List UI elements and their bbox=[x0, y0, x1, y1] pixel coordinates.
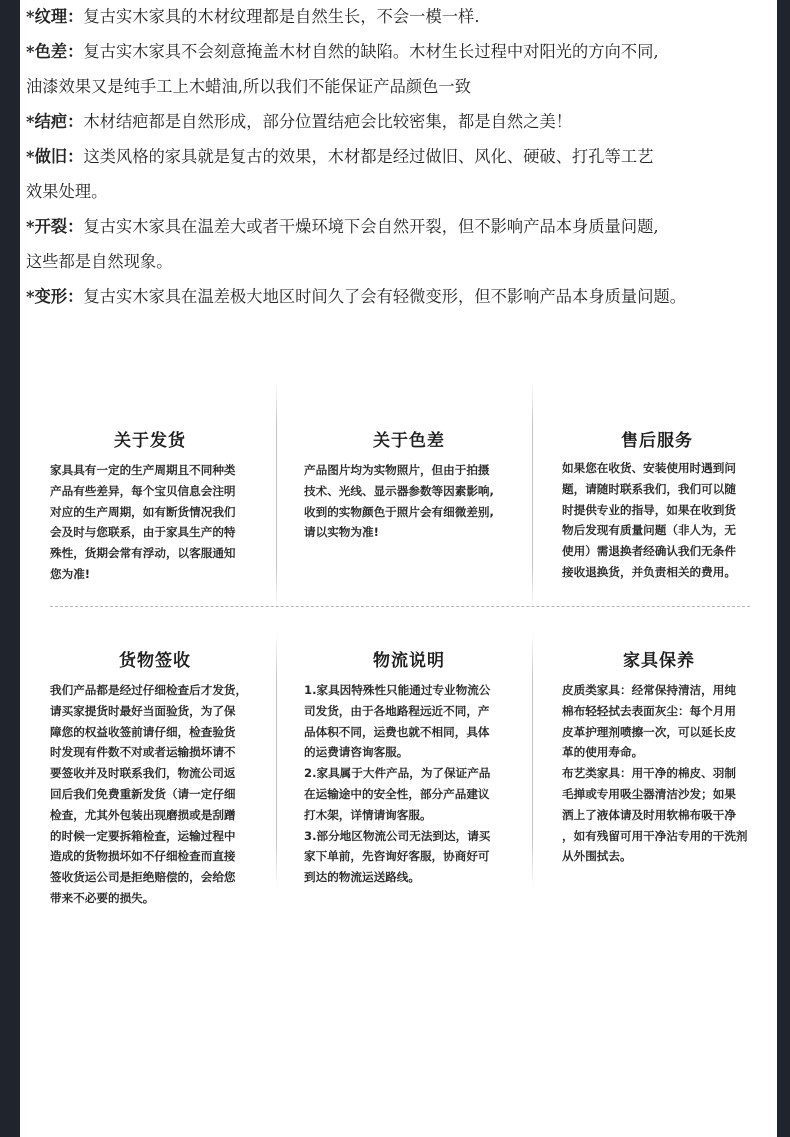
cell-body bbox=[562, 680, 748, 867]
column-divider bbox=[276, 382, 277, 608]
info-cell-color bbox=[304, 426, 514, 606]
cell-line: 殊性，货期会常有浮动，以客服通知 bbox=[50, 546, 236, 561]
cell-line: 在运输途中的安全性，部分产品建议 bbox=[304, 786, 490, 801]
cell-line: 到达的物流运送路线。 bbox=[304, 870, 420, 885]
note-knots bbox=[26, 107, 572, 137]
note-text: 油漆效果又是纯手工上木蜡油,所以我们不能保证产品颜色一致 bbox=[26, 77, 472, 96]
note-cracking bbox=[26, 212, 659, 242]
note-text: 复古实木家具的木材纹理都是自然生长，不会一模一样. bbox=[83, 7, 480, 26]
cell-line: 您为准! bbox=[50, 566, 91, 581]
cell-line: 皮革护理剂喷擦一次，可以延长皮 bbox=[562, 724, 736, 739]
cell-line: 打木架，详情请询客服。 bbox=[304, 807, 432, 822]
cell-line: 物后发现有质量问题（非人为，无 bbox=[562, 523, 736, 538]
cell-title: 货物签收 bbox=[119, 651, 191, 671]
row-divider bbox=[50, 606, 750, 607]
cell-line: 布艺类家具：用干净的棉皮、羽制 bbox=[562, 766, 736, 781]
note-color-diff bbox=[26, 37, 659, 67]
cell-line: 造成的货物损坏如不仔细检查而直接 bbox=[50, 849, 236, 864]
cell-line: 的时候一定要拆箱检查，运输过程中 bbox=[50, 828, 236, 843]
cell-line: 签收货运公司是拒绝赔偿的，会给您 bbox=[50, 870, 236, 885]
cell-line: 品体积不同，运费也就不相同，具体 bbox=[304, 724, 490, 739]
info-cell-shipping bbox=[50, 426, 250, 606]
cell-line: 皮质类家具：经常保持清洁，用纯 bbox=[562, 683, 736, 697]
note-key: *色差： bbox=[26, 42, 84, 61]
cell-line: 要签收并及时联系我们，物流公司返 bbox=[50, 766, 236, 781]
cell-title: 售后服务 bbox=[621, 431, 693, 451]
note-text: 这些都是自然现象。 bbox=[26, 252, 173, 271]
cell-body bbox=[562, 458, 736, 583]
cell-body bbox=[50, 680, 247, 909]
note-texture bbox=[26, 2, 480, 32]
cell-line: 2.家具属于大件产品，为了保证产品 bbox=[304, 766, 491, 781]
info-cell-after-sales bbox=[562, 426, 752, 606]
column-divider bbox=[276, 632, 277, 888]
cell-title: 关于色差 bbox=[373, 431, 445, 451]
cell-line: 对应的生产周期，如有断货情况我们 bbox=[50, 504, 236, 519]
note-distressed bbox=[26, 142, 654, 172]
cell-line: 检查，尤其外包装出现磨损或是刮蹭 bbox=[50, 807, 236, 822]
column-divider bbox=[532, 382, 533, 608]
cell-line: 请买家提货时最好当面验货，为了保 bbox=[50, 703, 236, 718]
note-color-diff-cont bbox=[26, 72, 471, 102]
note-warping bbox=[26, 282, 686, 312]
note-distressed-cont bbox=[26, 177, 107, 207]
cell-body bbox=[50, 460, 236, 585]
cell-line: 革的使用寿命。 bbox=[562, 745, 644, 760]
note-cracking-cont bbox=[26, 247, 173, 277]
info-cell-logistics bbox=[304, 646, 514, 896]
cell-line: 的运费请咨询客服。 bbox=[304, 745, 409, 760]
note-text: 复古实木家具在温差大或者干燥环境下会自然开裂，但不影响产品本身质量问题, bbox=[83, 217, 659, 236]
cell-line: 时提供专业的指导，如果在收到货 bbox=[562, 502, 736, 517]
cell-title: 家具保养 bbox=[623, 651, 695, 671]
cell-line: 接收退换货，并负责相关的费用。 bbox=[562, 564, 736, 579]
note-key: *开裂： bbox=[26, 217, 84, 236]
cell-line: 产品图片均为实物照片，但由于拍摄 bbox=[304, 463, 490, 477]
note-text: 效果处理。 bbox=[26, 182, 108, 201]
cell-line: 毛掸或专用吸尘器清洁沙发；如果 bbox=[562, 786, 736, 801]
note-key: *纹理： bbox=[26, 7, 84, 26]
note-text: 这类风格的家具就是复古的效果，木材都是经过做旧、风化、硬破、打孔等工艺 bbox=[83, 147, 654, 166]
cell-body bbox=[304, 460, 494, 543]
cell-line: 我们产品都是经过仔细检查后才发货， bbox=[50, 683, 248, 697]
cell-title: 关于发货 bbox=[114, 431, 186, 451]
cell-line: ，如有残留可用干净沾专用的干洗剂 bbox=[562, 828, 748, 843]
cell-line: 使用）需退换者经确认我们无条件 bbox=[562, 544, 736, 559]
note-text: 复古实木家具不会刻意掩盖木材自然的缺陷。木材生长过程中对阳光的方向不同, bbox=[83, 42, 659, 61]
cell-line: 收到的实物颜色于照片会有细微差别, bbox=[304, 504, 494, 519]
cell-line: 如果您在收货、安装使用时遇到问 bbox=[562, 461, 736, 475]
note-key: *结疤： bbox=[26, 112, 84, 131]
note-text: 木材结疤都是自然形成，部分位置结疤会比较密集，都是自然之美！ bbox=[83, 112, 573, 131]
cell-line: 技术、光线、显示器参数等因素影响, bbox=[304, 483, 494, 498]
cell-line: 时发现有件数不对或者运输损坏请不 bbox=[50, 745, 236, 760]
cell-line: 家下单前，先咨询好客服，协商好可 bbox=[304, 849, 490, 864]
info-cell-receipt bbox=[50, 646, 260, 916]
cell-line: 带来不必要的损失。 bbox=[50, 890, 155, 905]
note-text: 复古实木家具在温差极大地区时间久了会有轻微变形，但不影响产品本身质量问题。 bbox=[83, 287, 687, 306]
cell-line: 题，请随时联系我们，我们可以随 bbox=[562, 481, 736, 496]
cell-line: 会及时与您联系，由于家具生产的特 bbox=[50, 525, 236, 540]
cell-line: 回后我们免费重新发货（请一定仔细 bbox=[50, 786, 236, 801]
cell-line: 洒上了液体请及时用软棉布吸干净 bbox=[562, 807, 736, 822]
cell-line: 司发货，由于各地路程远近不同，产 bbox=[304, 703, 490, 718]
cell-line: 家具具有一定的生产周期且不同种类 bbox=[50, 463, 236, 477]
cell-line: 障您的权益收签前请仔细，检查验货 bbox=[50, 724, 236, 739]
column-divider bbox=[532, 632, 533, 888]
cell-line: 1.家具因特殊性只能通过专业物流公 bbox=[304, 683, 491, 697]
cell-line: 产品有些差异，每个宝贝信息会注明 bbox=[50, 483, 236, 498]
cell-line: 从外围拭去。 bbox=[562, 849, 632, 864]
cell-title: 物流说明 bbox=[373, 651, 445, 671]
note-key: *变形： bbox=[26, 287, 84, 306]
cell-body bbox=[304, 680, 490, 888]
note-key: *做旧： bbox=[26, 147, 84, 166]
cell-line: 请以实物为准! bbox=[304, 525, 379, 540]
cell-line: 3.部分地区物流公司无法到达，请买 bbox=[304, 828, 491, 843]
cell-line: 棉布轻轻拭去表面灰尘：每个月用 bbox=[562, 703, 736, 718]
info-cell-maintenance bbox=[562, 646, 756, 886]
